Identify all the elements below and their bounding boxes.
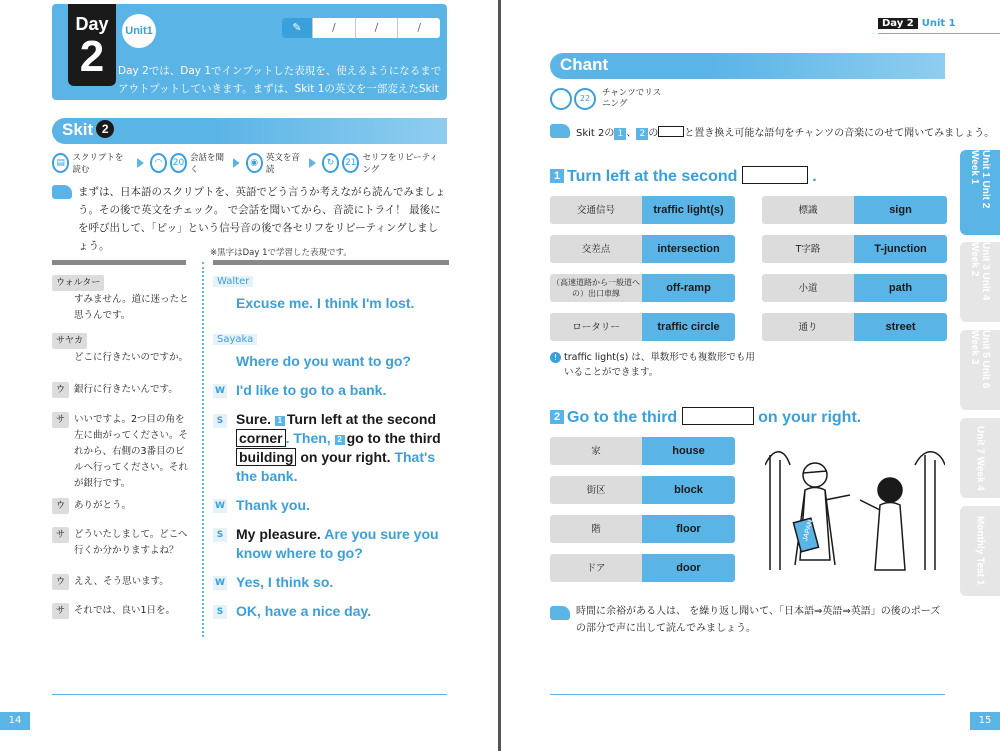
jp-speaker: ウ xyxy=(52,382,69,398)
pointing-hand-icon xyxy=(550,124,570,138)
day-block xyxy=(68,4,116,86)
sentence-2: 2 Go to the third on your right. xyxy=(550,407,861,427)
sentence-1: 1 Turn left at the second . xyxy=(550,166,817,186)
jp-line: どこに行きたいのですか。 xyxy=(74,352,189,363)
info-icon: ! xyxy=(550,352,561,363)
step-readaloud: ◉ 英文を音読 xyxy=(246,151,301,175)
jp-speaker: サ xyxy=(52,603,69,619)
en-speaker: W xyxy=(213,499,227,513)
chant-icons xyxy=(550,88,662,110)
footer-rule xyxy=(550,694,945,695)
en-speaker: Sayaka xyxy=(213,334,257,345)
note-text: ※黒字はDay 1で学習した表現です。 xyxy=(210,248,352,258)
cd-track-icon: 22 xyxy=(574,88,596,110)
vocab-row: 家 house xyxy=(550,437,735,465)
arrow-icon xyxy=(233,158,240,168)
book-icon: ▤ xyxy=(52,153,69,173)
step-listen: ◠ 20 会話を聞く xyxy=(150,151,225,175)
answer-box xyxy=(742,166,808,184)
en-line: Where do you want to go? xyxy=(236,353,411,369)
vocab-row: ロータリー traffic circle xyxy=(550,313,735,341)
bottom-instruction: 時間に余裕がある人は、 を繰り返し聞いて、「日本語⇒英語⇒英語」の後のポーズの部分で声に出して読んでみましょう。 xyxy=(550,603,950,637)
illustration-text: JAPAN xyxy=(802,519,815,543)
page-number: 15 xyxy=(970,712,1000,730)
date-slot: / xyxy=(355,18,398,38)
page-number: 14 xyxy=(0,712,30,730)
tab-week-3[interactable]: Unit 5 Unit 6 Week 3 xyxy=(960,330,1000,410)
step-repeat: ↻ 21 セリフをリピーティング xyxy=(322,151,439,175)
header-rule xyxy=(878,33,1000,34)
jp-speaker: ウォルター xyxy=(52,275,104,291)
illustration xyxy=(765,445,945,580)
en-speaker: W xyxy=(213,384,227,398)
boxed-word: corner xyxy=(236,429,286,447)
jp-line: ええ、そう思います。 xyxy=(74,576,169,587)
pointing-hand-icon xyxy=(550,606,570,620)
column-divider xyxy=(202,262,204,637)
grammar-note: ! traffic light(s) は、単数形でも複数形でも用いることができます。 xyxy=(550,350,764,380)
en-line: Thank you. xyxy=(236,497,310,513)
num-badge: 1 xyxy=(275,416,285,426)
en-speaker: S xyxy=(213,414,227,428)
jp-line: 銀行に行きたいんです。 xyxy=(74,384,178,395)
day-number: 2 xyxy=(79,32,105,81)
arrow-icon xyxy=(309,158,316,168)
jp-line: どういたしまして。どこへ行くか分かりますよね？ xyxy=(74,529,188,556)
answer-box xyxy=(682,407,754,425)
instructions xyxy=(52,183,447,255)
en-line: OK, have a nice day. xyxy=(236,603,372,619)
chant-caption: チャンツでリスニング xyxy=(602,88,662,109)
chant-title: Chant xyxy=(560,55,609,74)
tab-week-2[interactable]: Unit 3 Unit 4 Week 2 xyxy=(960,242,1000,322)
vocab-row: 通り street xyxy=(762,313,947,341)
vocab-row: 街区 block xyxy=(550,476,735,504)
vocab-row: T字路 T-junction xyxy=(762,235,947,263)
speaking-icon: ◉ xyxy=(246,153,263,173)
jp-line: ありがとう。 xyxy=(74,500,132,511)
column-rule xyxy=(213,260,449,265)
en-line: Yes, I think so. xyxy=(236,574,334,590)
column-rule xyxy=(52,260,186,265)
vocab-row: 階 floor xyxy=(550,515,735,543)
blank-box xyxy=(658,126,684,137)
intro-text: Day 2では、Day 1でインプットした表現を、使えるようになるまでアウトプットしていきます。まずは、Skit 1の英文を一部変えたSkit 2からスタート！ xyxy=(118,65,442,113)
date-slot: / xyxy=(397,18,440,38)
jp-line: いいですよ。2つ目の角を左に曲がってください。それから、右側の3番目のビルへ行ってください。それが銀行です。 xyxy=(74,414,189,489)
skit-section-bar xyxy=(52,118,447,144)
date-box xyxy=(282,18,440,38)
boxed-word: building xyxy=(236,448,296,466)
tab-monthly-test[interactable]: Monthly Test 1 xyxy=(960,506,1000,596)
jp-speaker: ウ xyxy=(52,498,69,514)
arrow-icon xyxy=(137,158,144,168)
day-label: Day xyxy=(75,14,109,34)
vocab-row: 小道 path xyxy=(762,274,947,302)
en-speaker: S xyxy=(213,528,227,542)
vocab-row: （高速道路から一般道への）出口車線 off-ramp xyxy=(550,274,735,302)
cd-track-icon: 21 xyxy=(342,153,359,173)
cd-track-icon: 20 xyxy=(170,153,187,173)
headphones-icon xyxy=(550,88,572,110)
vocab-row: ドア door xyxy=(550,554,735,582)
num-badge: 2 xyxy=(335,435,345,445)
steps-row xyxy=(52,150,447,176)
jp-line: すみません。道に迷ったと思うんです。 xyxy=(74,294,189,321)
vocab-row: 交通信号 traffic light(s) xyxy=(550,196,735,224)
en-speaker: S xyxy=(213,605,227,619)
chant-instruction: Skit 2の 1 、 2 の と置き換え可能な語句をチャンツの音楽にのせて聞いてみましょう。 xyxy=(550,124,994,140)
en-line: My pleasure. Are you sure you know where to go? xyxy=(236,526,439,561)
tab-week-1[interactable]: Unit 1 Unit 2 Week 1 xyxy=(960,150,1000,235)
day-tag: Day 2 Unit 1 xyxy=(878,18,996,32)
chant-section-bar xyxy=(550,53,945,79)
skit-title: Skit 2 xyxy=(62,120,114,140)
unit-badge: Unit1 xyxy=(122,14,156,48)
en-speaker: Walter xyxy=(213,276,253,287)
date-slot: / xyxy=(312,18,355,38)
jp-speaker: ウ xyxy=(52,574,69,590)
en-speaker: W xyxy=(213,576,227,590)
headphones-icon: ◠ xyxy=(150,153,167,173)
footer-rule xyxy=(52,694,447,695)
book-spine xyxy=(498,0,501,751)
step-read: ▤ スクリプトを読む xyxy=(52,151,129,175)
instruction-text: まずは、日本語のスクリプトを、英語でどう言うか考えながら読んでみましょう。その後で英文をチェック。 で会話を聞いてから、音読にトライ！ 最後に を呼び出して、「ピッ」という信号音の後で各セリフをリピーティングしましょう。 xyxy=(78,186,446,252)
jp-speaker: サ xyxy=(52,527,69,543)
repeat-icon: ↻ xyxy=(322,153,339,173)
en-line: Excuse me. I think I'm lost. xyxy=(236,295,415,311)
en-line: I'd like to go to a bank. xyxy=(236,382,387,398)
tab-week-4[interactable]: Unit 7 Week 4 xyxy=(960,418,1000,498)
vocab-row: 標識 sign xyxy=(762,196,947,224)
pointing-hand-icon xyxy=(52,185,72,199)
jp-speaker: サ xyxy=(52,412,69,428)
pencil-icon: ✎ xyxy=(282,18,312,38)
jp-speaker: サヤカ xyxy=(52,333,87,349)
en-line: Sure. 1 Turn left at the second corner . Then, 2 go to the third building on your right. That's the bank. xyxy=(236,411,441,484)
jp-line: それでは、良い1日を。 xyxy=(74,605,176,616)
vocab-row: 交差点 intersection xyxy=(550,235,735,263)
